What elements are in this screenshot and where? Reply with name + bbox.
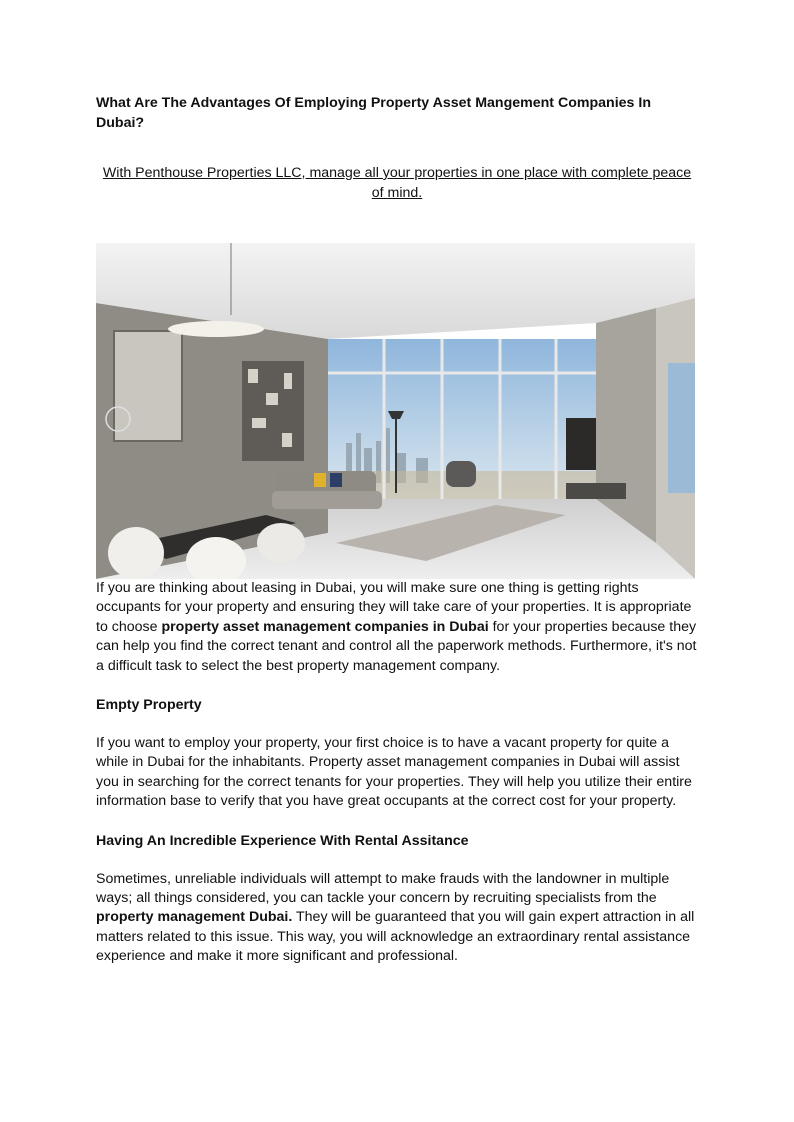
subtitle: [96, 163, 698, 203]
rental-text-end: They will be guaranteed that you will gain expert attraction in all matters related to this issue. This way, you will acknowledge an extraordinary rental assistance experience and make it more significant and professional.: [96, 909, 695, 965]
subtitle-link[interactable]: With Penthouse Properties LLC, manage all your properties in one place with complete peace of mind.: [102, 165, 692, 201]
section-paragraph-empty-property: If you want to employ your property, your first choice is to have a vacant property for quite a while in Dubai for the inhabitants. Property asset management companies in Dubai will assist you in searching for the correct tenants for your properties. They will help you utilize their entire information base to verify that you have great occupants at the correct cost for your property.: [96, 735, 692, 810]
section-paragraph-rental-assistance: [96, 870, 698, 967]
intro-paragraph: [96, 579, 698, 676]
intro-text-start: If you are thinking about leasing in Dubai, you will make sure one thing is getting rights occupants for your property and ensuring they will take care of your properties. It is appropriate to choose: [96, 580, 692, 635]
document-page: [96, 93, 698, 967]
article-title: What Are The Advantages Of Employing Property Asset Mangement Companies In Dubai?: [96, 95, 651, 131]
hero-image: [96, 243, 695, 579]
section-heading-empty-property: Empty Property: [96, 697, 202, 714]
rental-bold-text: property management Dubai.: [96, 909, 293, 926]
section-heading-rental-assistance: Having An Incredible Experience With Rental Assitance: [96, 832, 469, 849]
rental-text-start: Sometimes, unreliable individuals will attempt to make frauds with the landowner in multiple ways; all things considered, you can tackle your concern by recruiting specialists from the: [96, 870, 670, 907]
intro-bold-link-text: property asset management companies in Dubai: [161, 618, 489, 635]
intro-text-end: for your properties because they can help you find the correct tenant and control all the paperwork methods. Furthermore, it's not a difficult task to select the best property management company.: [96, 618, 697, 674]
